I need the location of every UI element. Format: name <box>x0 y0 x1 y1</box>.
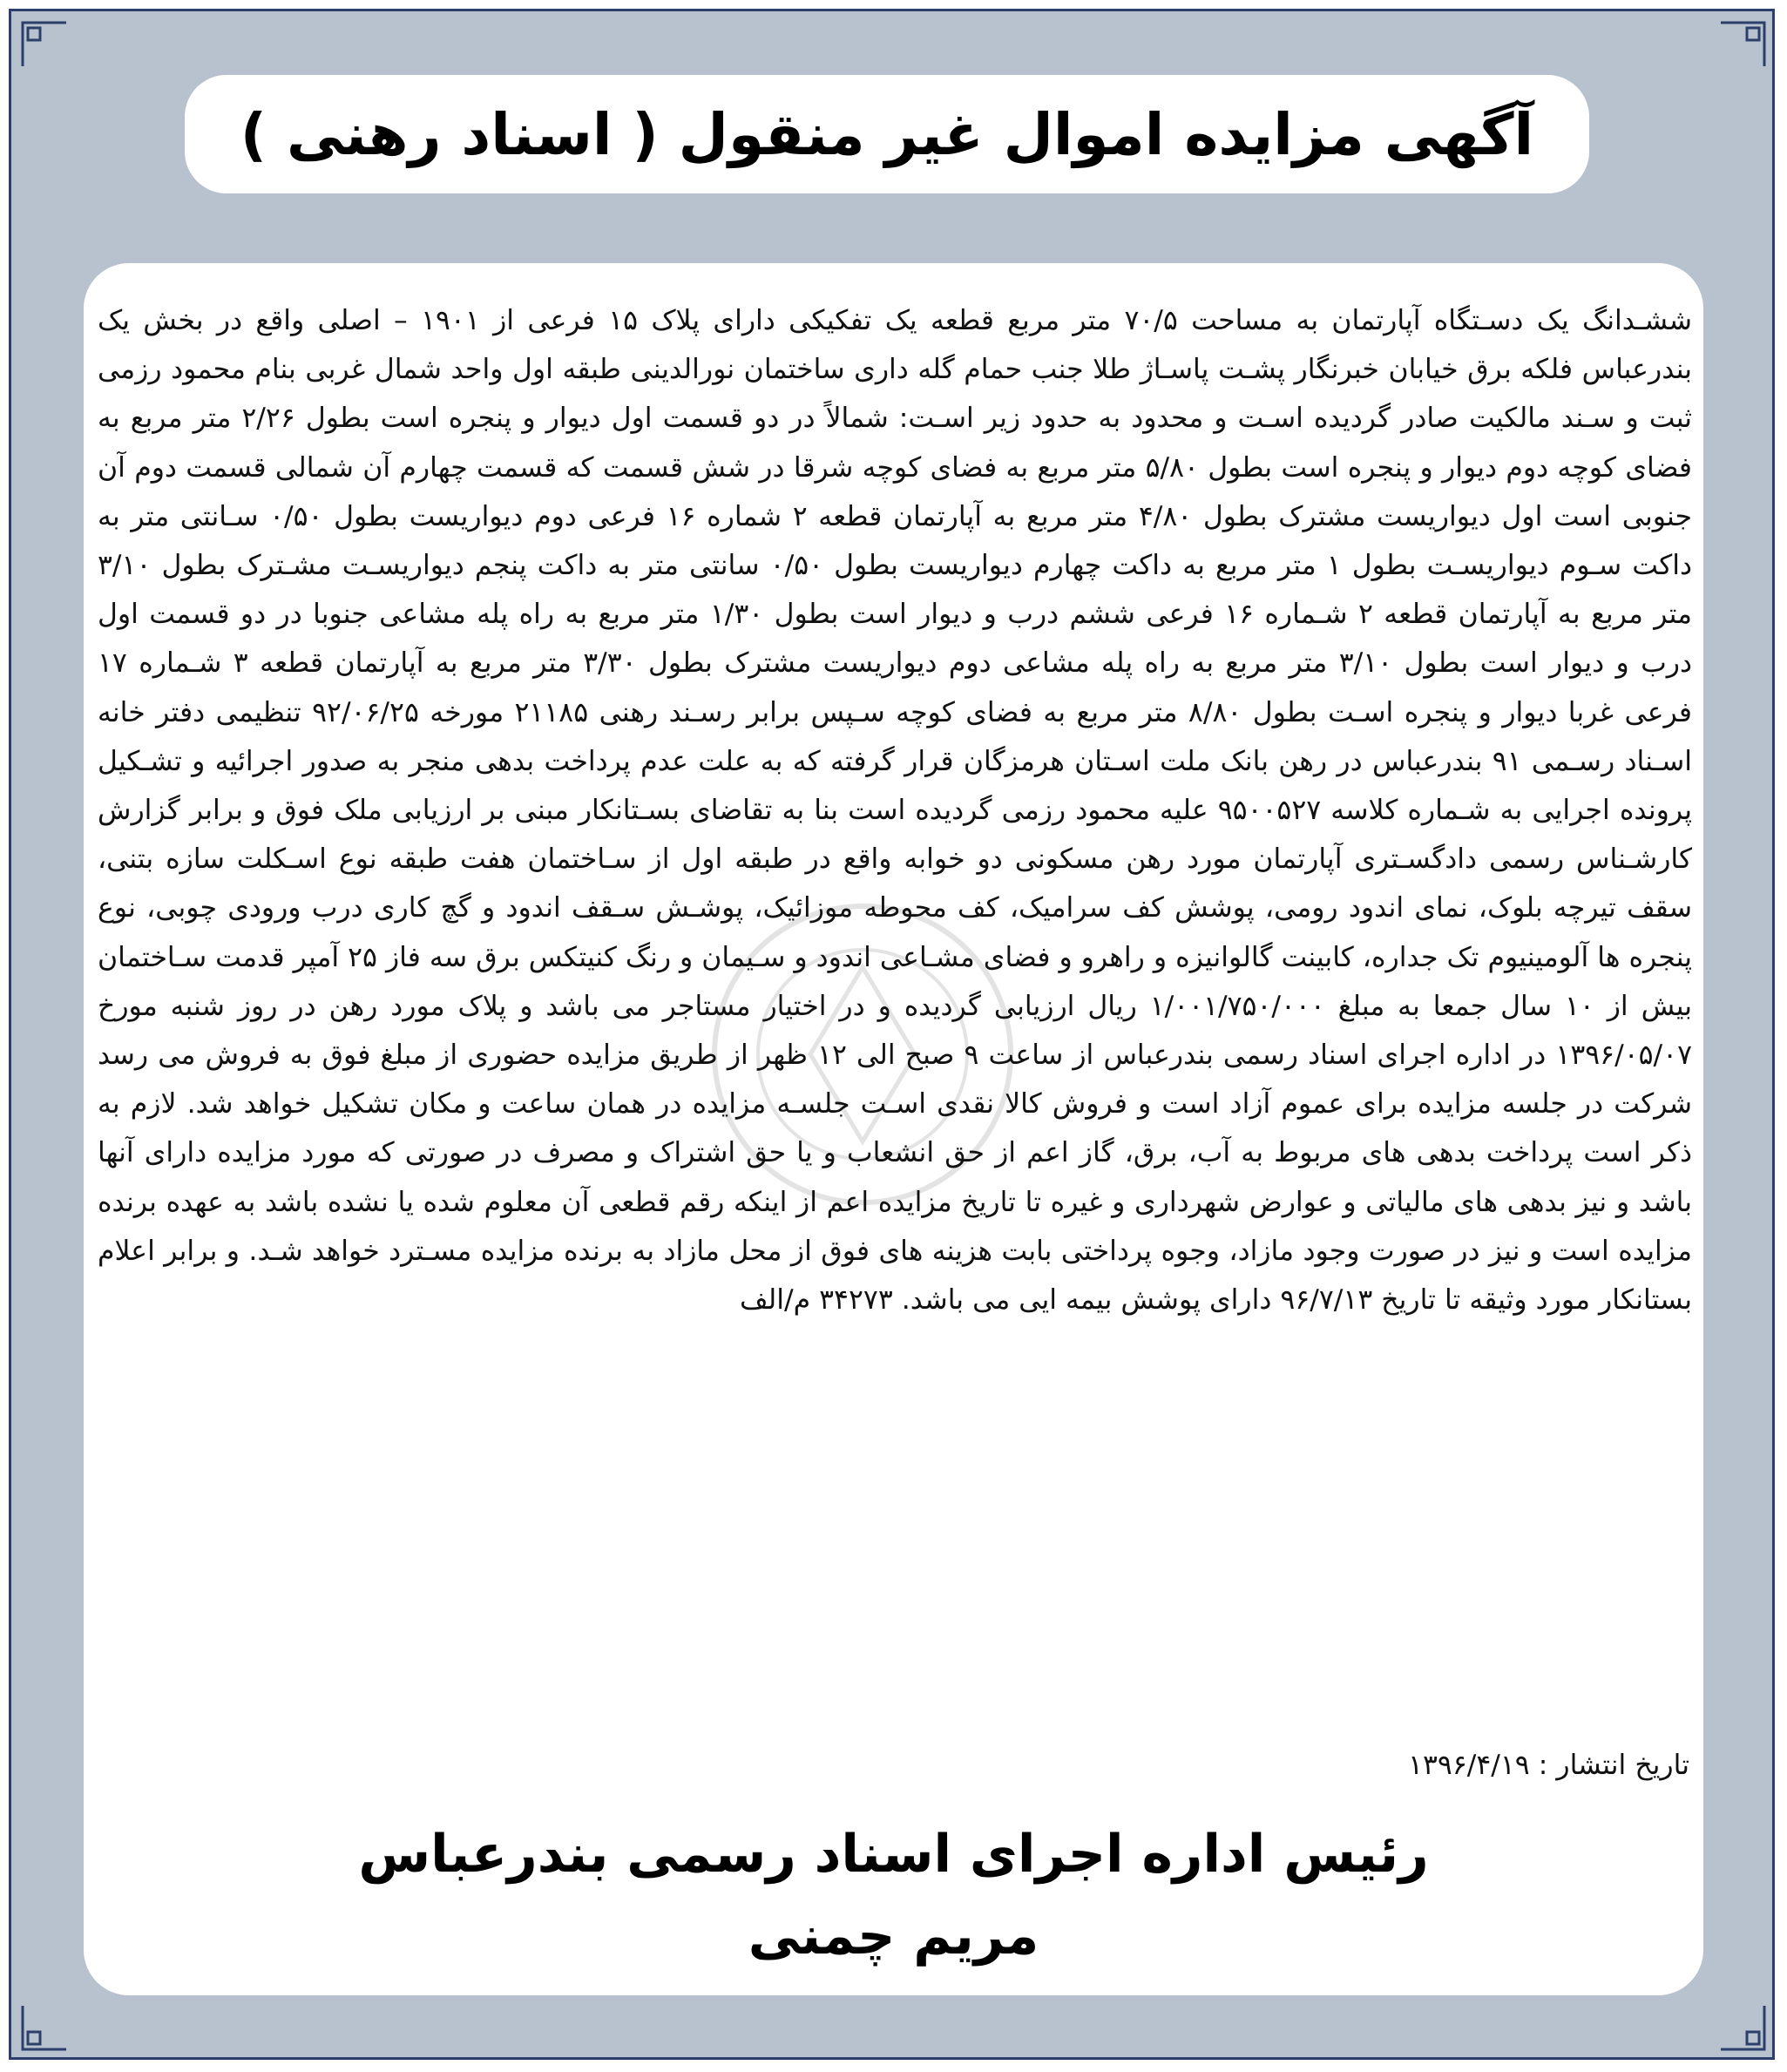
title-banner <box>185 75 1589 193</box>
corner-ornament-icon <box>1717 2002 1768 2053</box>
publication-date: تاریخ انتشار : ۱۳۹۶/۴/۱۹ <box>1408 1750 1689 1781</box>
notice-title: آگهی مزایده اموال غیر منقول ( اسناد رهنی ) <box>240 100 1534 168</box>
signer-name: مریم چمنی <box>748 1906 1039 1967</box>
corner-ornament-icon <box>19 19 70 70</box>
corner-ornament-icon <box>19 2002 70 2053</box>
corner-ornament-icon <box>1717 19 1768 70</box>
notice-body: ششـدانگ یک دسـتگاه آپارتمان به مساحت ۷۰/۵ متر مربع قطعه یک تفکیکی دارای پلاک ۱۵ فرعی از ۱۹۰۱ – اصلی واقع در بخش یک بندرعباس فلکه برق خیابان خبرنگار پشـت پاسـاژ طلا جنب حمام گله داری ساختمان نورالدینی طبقه اول واحد شمال غربی بنام محمود رزمی ثبت و سـند مالکیت صادر گردیده اسـت و محدود به حدود زیر اسـت: شمالاً در دو قسمت اول دیوار و پنجره است بطول ۲/۲۶ متر مربع به فضای کوچه دوم دیوار و پنجره است بطول ۵/۸۰ متر مربع به فضای کوچه شرقا در شش قسمت که قسمت چهارم آن شمالی قسمت دوم آن جنوبی است اول دیواریست مشترک بطول ۴/۸۰ متر مربع به آپارتمان قطعه ۲ شماره ۱۶ فرعی دوم دیواریست بطول ۰/۵۰ سـانتی متر به داکت سـوم دیواریسـت بطول ۱ متر مربع به داکت چهارم دیواریست بطول ۰/۵۰ سانتی متر به داکت پنجم دیواریسـت مشـترک بطول ۳/۱۰ متر مربع به آپارتمان قطعه ۲ شـماره ۱۶ فرعی ششم درب و دیوار است بطول ۱/۳۰ متر مربع به راه پله مشاعی جنوبا در دو قسمت اول درب و دیوار است بطول ۳/۱۰ متر مربع به راه پله مشاعی دوم دیواریست مشترک بطول ۳/۳۰ متر مربع به آپارتمان قطعه ۳ شـماره ۱۷ فرعی غربا دیوار و پنجره اسـت بطول ۸/۸۰ متر مربع به فضای کوچه سـپس برابر رسـند رهنی ۲۱۱۸۵ مورخه ۹۲/۰۶/۲۵ تنظیمی دفتر خانه اسـناد رسـمی ۹۱ بندرعباس در رهن بانک ملت اسـتان هرمزگان قرار گرفته که به علت عدم پرداخت بدهی منجر به صدور اجرائیه و تشـکیل پرونده اجرایی به شـماره کلاسه ۹۵۰۰۵۲۷ علیه محمود رزمی گردیده است بنا به تقاضای بسـتانکار مبنی بر ارزیابی ملک فوق و برابر گزارش کارشـناس رسمی دادگسـتری آپارتمان مورد رهن مسکونی دو خوابه واقع در طبقه اول از سـاختمان هفت طبقه نوع اسـکلت سازه بتنی، سقف تیرچه بلوک، نمای اندود رومی، پوشش کف سرامیک، کف محوطه موزائیک، پوشـش سـقف اندود و گچ کاری درب ورودی چوبی، نوع پنجره ها آلومینیوم تک جداره، کابینت گالوانیزه و راهرو و فضای مشـاعی اندود و سـیمان و رنگ کنیتکس برق سه فاز ۲۵ آمپر قدمت سـاختمان بیش از ۱۰ سال جمعا به مبلغ ۱/۰۰۱/۷۵۰/۰۰۰ ریال ارزیابی گردیده و در اختیار مستاجر می باشد و پلاک مورد رهن در روز شنبه مورخ ۱۳۹۶/۰۵/۰۷ در اداره اجرای اسناد رسمی بندرعباس از ساعت ۹ صبح الی ۱۲ ظهر از طریق مزایده حضوری از مبلغ فوق به فروش می رسد شرکت در جلسه مزایده برای عموم آزاد است و فروش کالا نقدی اسـت جلسـه مزایده در همان ساعت و مکان تشکیل خواهد شد. لازم به ذکر است پرداخت بدهی های مربوط به آب، برق، گاز اعم از حق انشعاب و یا حق اشتراک و مصرف در صورتی که مورد مزایده دارای آنها باشد و نیز بدهی های مالیاتی و عوارض شهرداری و غیره تا تاریخ مزایده اعم از اینکه رقم قطعی آن معلوم شده یا نشده باشد به عهده برنده مزایده است و نیز در صورت وجود مازاد، وجوه پرداختی بابت هزینه های فوق از محل مازاد به برنده مزایده مسـترد خواهد شـد. و برابر اعلام بستانکار مورد وثیقه تا تاریخ ۹۶/۷/۱۳ دارای پوشش بیمه ایی می باشد. ۳۴۲۷۳ م/الف <box>98 305 1693 1317</box>
signer-title: رئیس اداره اجرای اسناد رسمی بندرعباس <box>358 1824 1429 1885</box>
